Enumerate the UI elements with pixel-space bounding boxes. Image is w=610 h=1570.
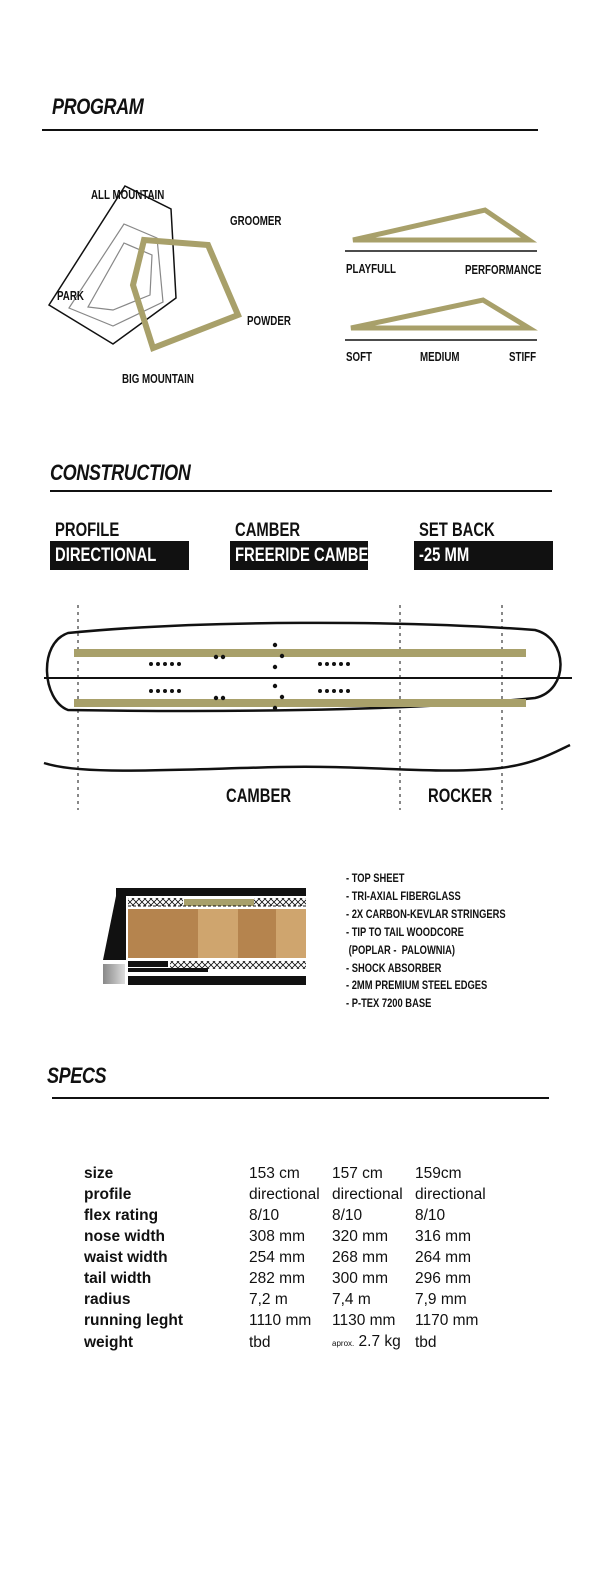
radar-label-powder: POWDER [247, 314, 291, 328]
topsheet-layer [116, 888, 306, 896]
spec-key: size [84, 1165, 114, 1182]
table-row [84, 1268, 486, 1289]
spec-value: 1110 mm [249, 1312, 312, 1329]
setback-value-box [414, 541, 553, 570]
spec-value: 1170 mm [415, 1312, 479, 1329]
woodcore-poplar-2 [238, 909, 276, 958]
zone-label-rocker: ROCKER [428, 786, 493, 807]
spec-key: running leght [84, 1312, 184, 1329]
flex-scale-middle-label: MEDIUM [420, 350, 460, 364]
construction-title: CONSTRUCTION [50, 460, 191, 485]
ride-style-scale [345, 202, 540, 254]
spec-key: weight [84, 1334, 134, 1351]
spec-value: 7,4 m [332, 1291, 371, 1308]
steel-edge [103, 964, 125, 984]
table-row [84, 1184, 486, 1205]
layer-item: - TOP SHEET [346, 871, 405, 885]
spec-value: 320 mm [332, 1228, 388, 1245]
ptex-base-layer [128, 976, 306, 985]
spec-value: 1130 mm [332, 1312, 396, 1329]
table-row [84, 1310, 486, 1331]
layer-item: - P-TEX 7200 BASE [346, 996, 432, 1011]
spec-value: 264 mm [415, 1249, 471, 1266]
spec-value-weight [332, 1331, 415, 1354]
spec-value: 268 mm [332, 1249, 388, 1266]
zone-markers [78, 605, 502, 810]
setback-label: SET BACK [419, 520, 495, 541]
spec-value: 7,2 m [249, 1291, 288, 1308]
fiberglass-layer-left [128, 898, 183, 906]
table-row [84, 1289, 486, 1310]
layer-item: - TRI-AXIAL FIBERGLASS [346, 888, 461, 903]
construction-divider [50, 490, 552, 492]
spec-value: 8/10 [332, 1207, 363, 1224]
camber-rocker-profile-line [44, 745, 570, 771]
radar-rating-shape [133, 240, 238, 348]
table-row [84, 1205, 486, 1226]
spec-value: directional [415, 1186, 486, 1203]
spec-value: 153 cm [249, 1165, 300, 1182]
specs-table [84, 1163, 486, 1354]
weight-value: 2.7 kg [354, 1333, 401, 1350]
layer-item: - SHOCK ABSORBER [346, 960, 442, 975]
spec-value: 316 mm [415, 1228, 471, 1245]
ride-style-indicator [353, 210, 529, 240]
spec-value: 159cm [415, 1165, 462, 1182]
layer-item: - 2MM PREMIUM STEEL EDGES [346, 978, 488, 993]
spec-key: profile [84, 1186, 132, 1203]
radar-outer-ring [49, 186, 176, 344]
spec-key: radius [84, 1291, 131, 1308]
spec-value: 296 mm [415, 1270, 471, 1287]
table-row [84, 1247, 486, 1268]
camber-value-box [230, 541, 380, 570]
spec-key: flex rating [84, 1207, 159, 1224]
specs-divider [52, 1097, 549, 1099]
radar-label-park: PARK [57, 289, 84, 303]
profile-label: PROFILE [55, 520, 120, 541]
camber-value: FREERIDE CAMBER [235, 545, 380, 566]
flex-scale [345, 292, 540, 342]
fiberglass-layer-right [254, 898, 306, 906]
spec-key: nose width [84, 1228, 165, 1245]
profile-value: DIRECTIONAL [55, 545, 157, 566]
spec-value: directional [249, 1186, 320, 1203]
program-divider [42, 129, 538, 131]
camber-label: CAMBER [235, 520, 301, 541]
spec-value: 254 mm [249, 1249, 305, 1266]
table-row [84, 1331, 486, 1354]
edge-strip [128, 968, 208, 972]
flex-scale-right-label: STIFF [509, 350, 537, 364]
stringer-layer [184, 899, 254, 906]
specs-title: SPECS [47, 1063, 107, 1088]
woodcore-palownia-2 [276, 909, 306, 958]
spec-value: 282 mm [249, 1270, 305, 1287]
flex-scale-left-label: SOFT [346, 350, 373, 364]
program-title: PROGRAM [52, 94, 144, 119]
table-row [84, 1163, 486, 1184]
spec-value: tbd [249, 1334, 271, 1351]
zone-label-camber: CAMBER [226, 786, 292, 807]
spec-value: 300 mm [332, 1270, 388, 1287]
spec-value: 8/10 [249, 1207, 280, 1224]
woodcore-poplar-1 [128, 909, 198, 958]
profile-value-box [50, 541, 189, 570]
board-outline [47, 623, 561, 711]
woodcore-palownia-1 [198, 909, 238, 958]
table-row [84, 1226, 486, 1247]
spec-value: 157 cm [332, 1165, 383, 1182]
spec-value: tbd [415, 1334, 437, 1351]
layer-item: - TIP TO TAIL WOODCORE [346, 924, 464, 939]
spec-value: directional [332, 1186, 403, 1203]
setback-value: -25 MM [419, 545, 470, 566]
radar-label-groomer: GROOMER [230, 214, 282, 228]
radar-label-all-mountain: ALL MOUNTAIN [91, 188, 165, 202]
radar-label-big-mountain: BIG MOUNTAIN [122, 372, 194, 386]
layer-list [346, 870, 551, 1013]
layer-item: - 2X CARBON-KEVLAR STRINGERS [346, 906, 506, 921]
spec-value: 8/10 [415, 1207, 446, 1224]
sidewall [103, 896, 126, 960]
layer-cross-section [100, 884, 310, 988]
approx-prefix: aprox. [332, 1339, 355, 1348]
spec-key: tail width [84, 1270, 152, 1287]
ride-scale-left-label: PLAYFULL [346, 262, 397, 276]
spec-value: 7,9 mm [415, 1291, 467, 1308]
spec-value: 308 mm [249, 1228, 305, 1245]
flex-indicator [351, 300, 529, 328]
base-fiberglass-layer [170, 961, 306, 969]
shock-absorber-layer [128, 961, 168, 967]
ride-scale-right-label: PERFORMANCE [465, 263, 542, 277]
board-profile-diagram [40, 600, 580, 815]
layer-item: (POPLAR - PALOWNIA) [346, 942, 456, 957]
spec-key: waist width [84, 1249, 168, 1266]
